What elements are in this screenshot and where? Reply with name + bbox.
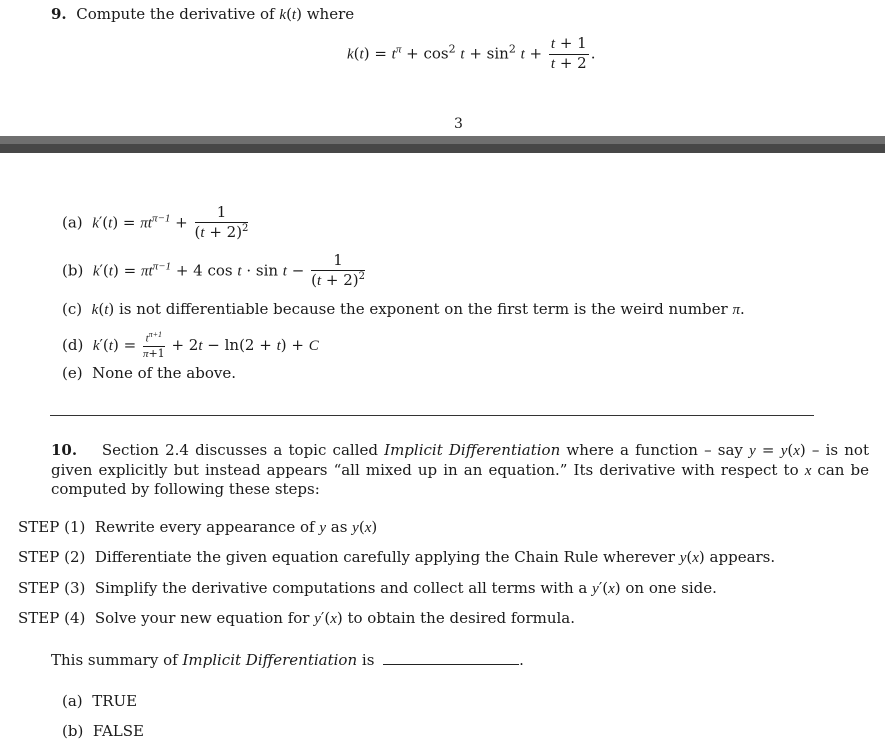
q9-choice-b[interactable]: (b) $k'(t) = \pi t^{\pi-1} + 4$ cos t · sin t − $\frac{1}{(t + 2)^2}$ [62,251,365,289]
q10-step-3: STEP (3) Simplify the derivative computations and collect all terms with a y′(x) on one side. [18,579,717,597]
q10-summary: This summary of Implicit Differentiation is . [51,651,524,669]
choice-text: None of the above. [92,364,236,382]
q10-choice-b[interactable] [62,722,144,740]
question-divider [50,415,814,416]
q9-equation: $k(t) = t^\pi + \cos^2 t + \sin^2 t$ + $\frac{t + 1}{t + 2}$ . [347,34,596,72]
q10-choice-a[interactable] [62,692,137,710]
choice-label: (d) [62,335,84,354]
q10-step-4: STEP (4) Solve your new equation for y′(x) to obtain the desired formula. [18,609,576,627]
q10-intro: 10. Section 2.4 discusses a topic called Implicit Differentiation where a function – say y = y(x) – is not given explicitly but instead appears “all mixed up in an equation.” Its derivative with respect to x can be computed by following these steps: [51,441,869,498]
q9-choice-e[interactable] [62,364,236,382]
choice-label: (a) [62,692,83,710]
summary-text: This summary of [51,651,183,669]
q9-header [51,5,354,24]
answer-blank[interactable] [383,650,519,665]
q10-step-1: STEP (1) Rewrite every appearance of y as y(x) [18,518,378,536]
q10-number: 10. [51,441,78,459]
step-label: STEP (2) [18,548,86,566]
q10-step-2: STEP (2) Differentiate the given equation carefully applying the Chain Rule wherever y(x) appears. [18,548,776,566]
summary-text-end: is [357,651,375,669]
q9-prompt: Compute the derivative of k(t) where [76,5,355,23]
choice-label: (b) [62,722,84,740]
q9-choice-d[interactable]: (d) k′(t) = $\frac{t^{\pi+1}}{\pi+1}$ + 2t − ln(2 + t) + C [62,330,319,361]
summary-emphasis: Implicit Differentiation [182,651,358,669]
step-label: STEP (3) [18,579,86,597]
choice-label: (b) [62,261,84,280]
step-label: STEP (1) [18,518,86,536]
choice-label: (a) [62,213,83,232]
page-separator [0,136,885,153]
choice-text: FALSE [92,722,144,740]
q9-number: 9. [51,5,67,23]
step-label: STEP (4) [18,609,86,627]
choice-label: (e) [62,364,83,382]
q9-choice-a[interactable]: (a) $k'(t) = \pi t^{\pi-1}$ + $\frac{1}{(t + 2)^2}$ [62,203,249,241]
choice-label: (c) [62,300,83,318]
q9-choice-c[interactable]: (c) k(t) is not differentiable because the exponent on the first term is the weird number π. [62,300,745,318]
choice-text: TRUE [92,692,138,710]
page-number: 3 [454,116,463,132]
